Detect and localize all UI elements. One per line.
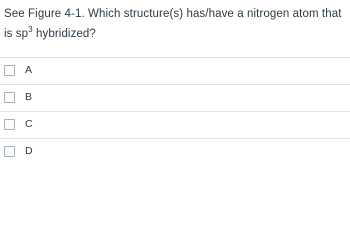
question-text (4, 4, 344, 44)
checkbox-a[interactable] (4, 65, 15, 76)
answer-option-a[interactable] (0, 57, 350, 84)
answer-list (0, 57, 350, 165)
checkbox-c[interactable] (4, 119, 15, 130)
answer-option-b[interactable] (0, 84, 350, 111)
answer-label-c: C (25, 118, 33, 130)
question-text-main: See Figure 4-1. Which structure(s) has/have a nitrogen atom that is sp (4, 8, 342, 40)
answer-option-d[interactable] (0, 138, 350, 165)
question-text-end: hybridized? (32, 28, 96, 40)
answer-label-b: B (25, 91, 33, 103)
answer-option-c[interactable] (0, 111, 350, 138)
checkbox-d[interactable] (4, 146, 15, 157)
answer-label-d: D (25, 145, 33, 157)
question-superscript: 3 (28, 25, 33, 34)
answer-label-a: A (25, 64, 33, 76)
checkbox-b[interactable] (4, 92, 15, 103)
